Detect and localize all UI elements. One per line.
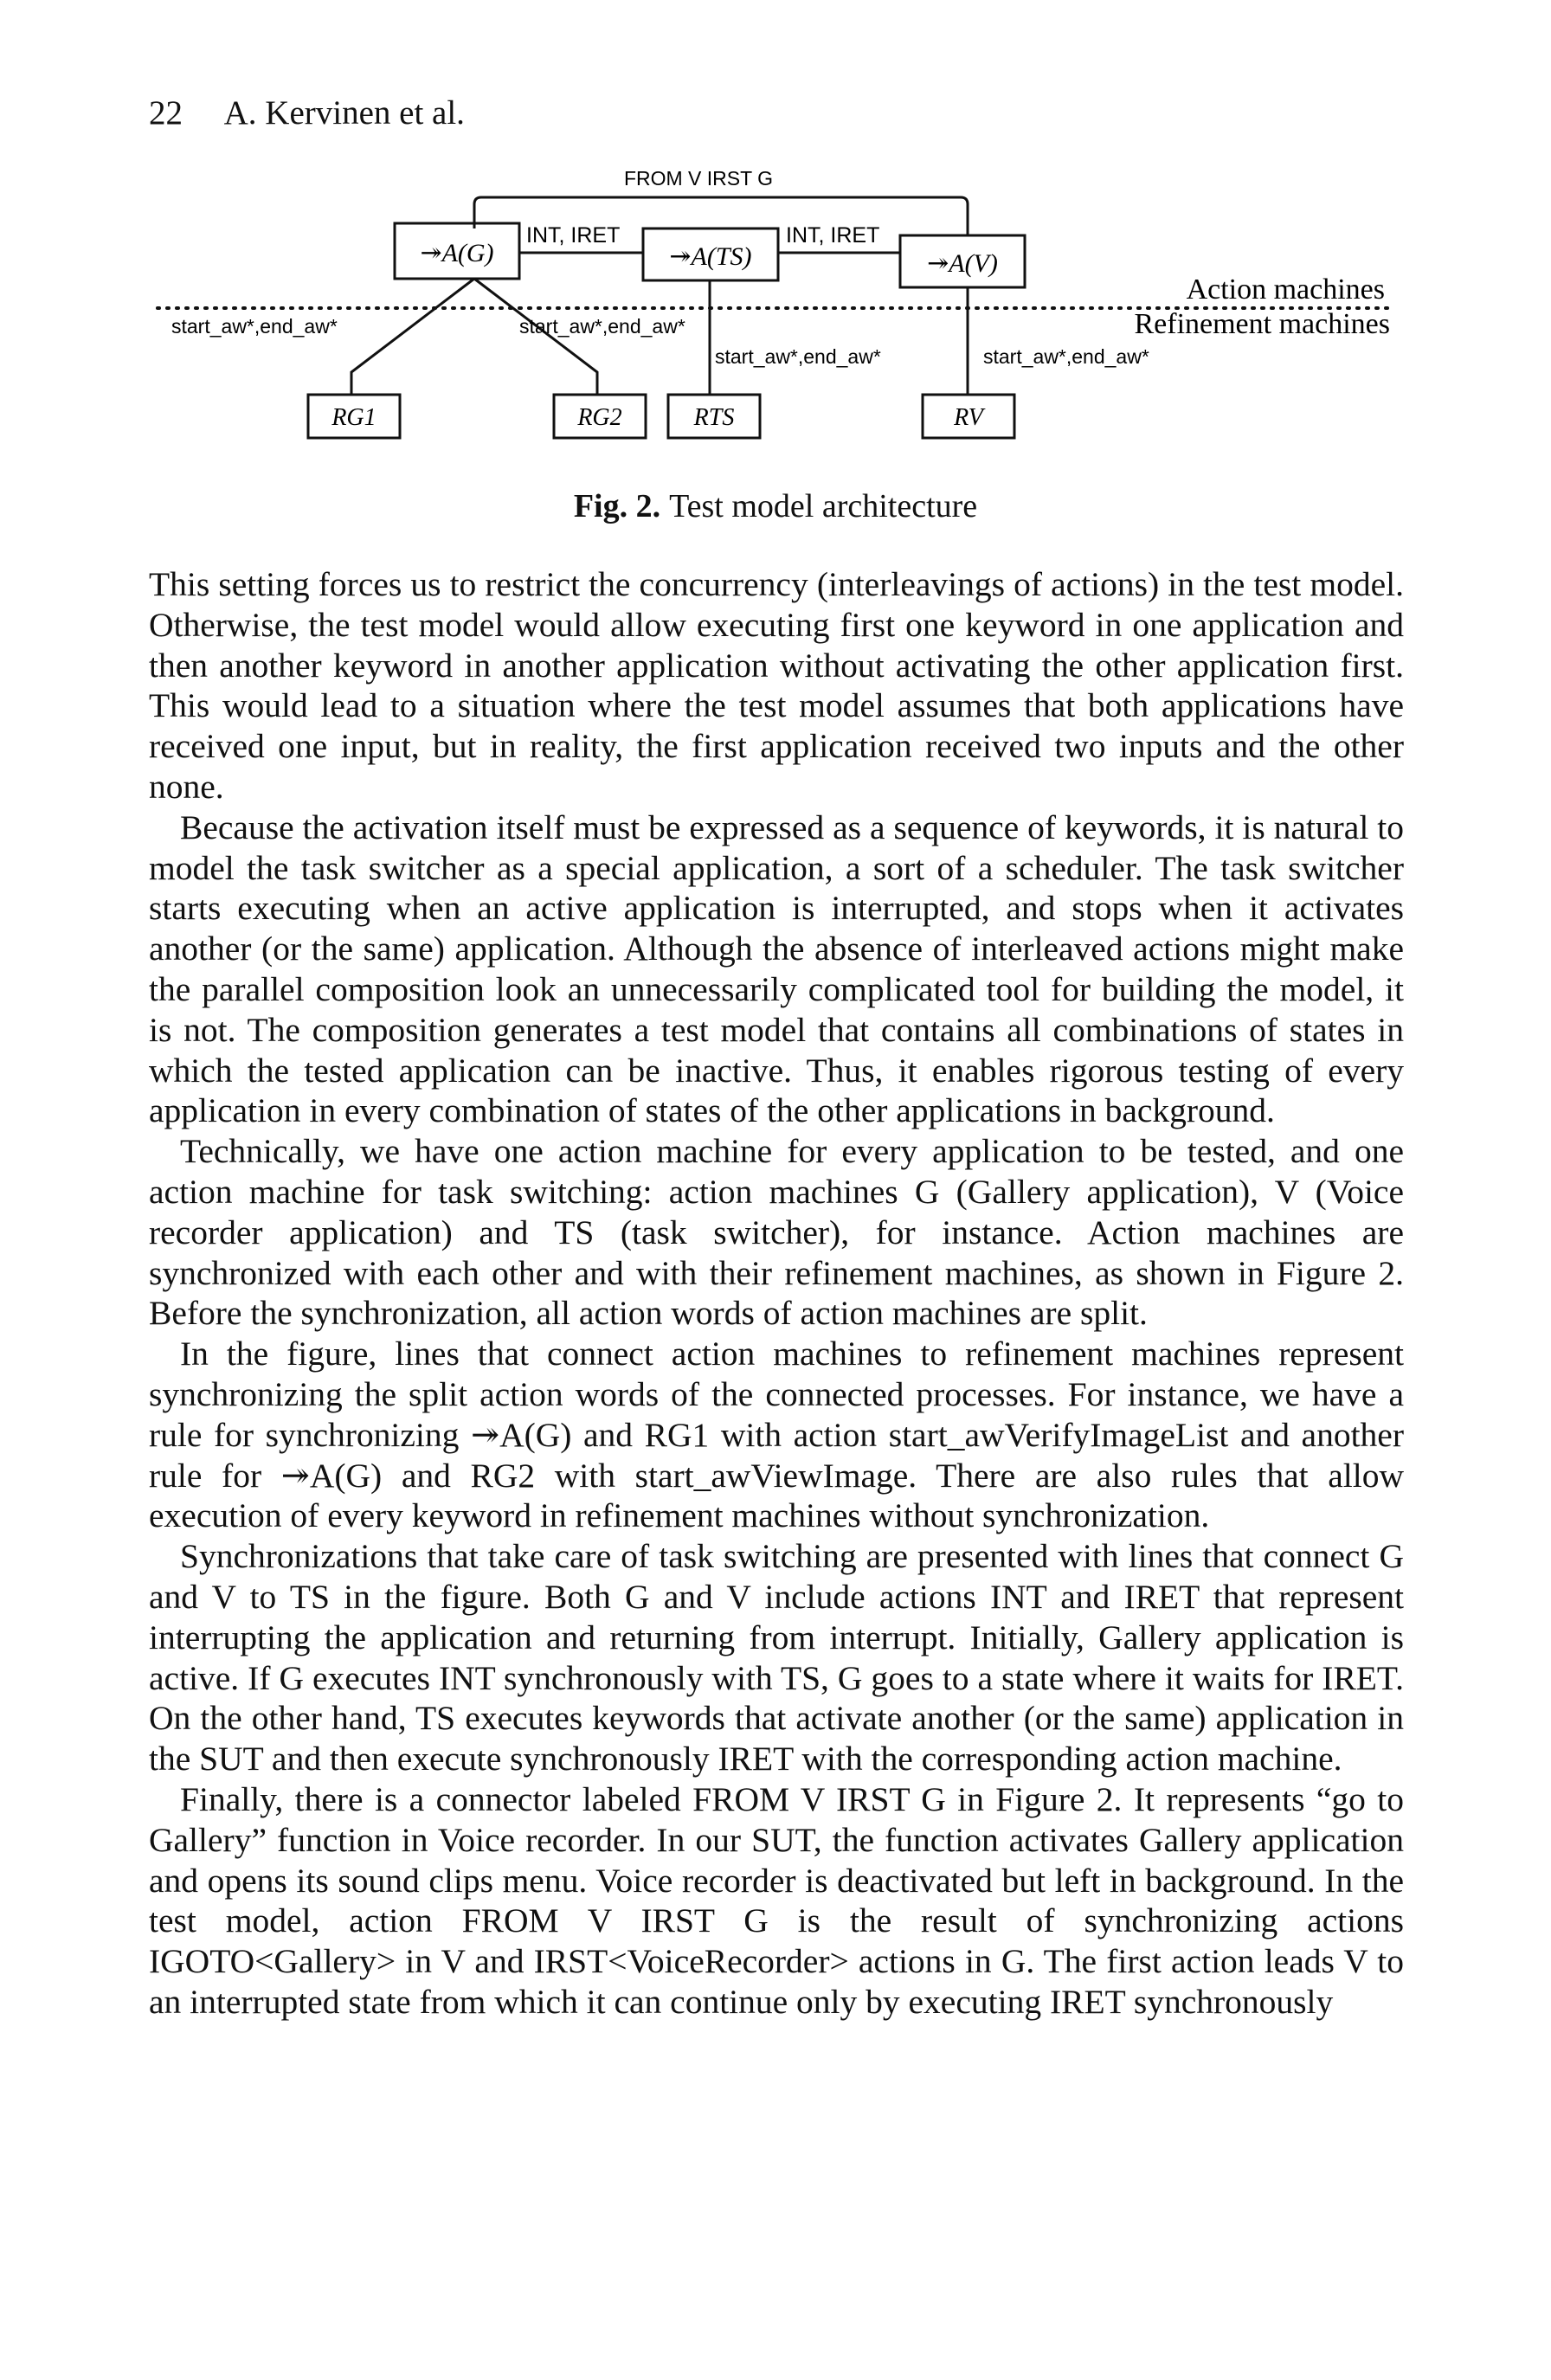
paragraph: Because the activation itself must be expressed as a sequence of keywords, it is natural to model the task switcher as a special application, a sort of a scheduler. The task switcher starts executing when an active application is interrupted, and stops when it activates another (or the same) application. Although the absence of interleaved actions might make the parallel composition look an unnecessarily complicated tool for building the model, it is not. The composition generates a test model that contains all combinations of states in which the tested application can be inactive. Thus, it enables rigorous testing of every application in every combination of states of the other applications in background. [149, 807, 1404, 1130]
sync-label-ts-rts: start_aw*,end_aw* [715, 345, 881, 368]
figure-caption [0, 487, 1551, 525]
paragraph: Finally, there is a connector labeled FROM V IRST G in Figure 2. It represents “go to Gallery” function in Voice recorder. In our SUT, the function activates Gallery application and opens its sound clips menu. Voice recorder is deactivated but left in background. In the test model, action FROM V IRST G is the result of synchronizing actions IGOTO<Gallery> in V and IRST<VoiceRecorder> actions in G. The first action leads V to an interrupted state from which it can continue only by executing IRET synchronously [149, 1779, 1404, 2021]
sync-line-g-rg1 [351, 279, 474, 395]
figure-2 [0, 0, 1551, 571]
caption-number: Fig. 2. [573, 488, 661, 524]
paragraph: Technically, we have one action machine for every application to be tested, and one action machine for task switching: action machines G (Gallery application), V (Voice recorder application) and TS (task switcher), for instance. Action machines are synchronized with each other and with their refinement machines, as shown in Figure 2. Before the synchronization, all action words of action machines are split. [149, 1132, 1404, 1333]
body-text [149, 564, 1404, 2023]
paragraph: In the figure, lines that connect action machines to refinement machines represent synchronizing the split action words of the connected processes. For instance, we have a rule for synchronizing ↠A(G) and RG1 with action start_awVerifyImageList and another rule for ↠A(G) and RG2 with start_awViewImage. There are also rules that allow execution of every keyword in refinement machines without synchronization. [149, 1335, 1404, 1535]
paragraph: This setting forces us to restrict the concurrency (interleavings of actions) in the test model. Otherwise, the test model would allow executing first one keyword in one application and then another keyword in another application without activating the other application first. This would lead to a situation where the test model assumes that both applications have received one input, but in reality, the first application received two inputs and the other none. [149, 565, 1404, 806]
int-iret-label-1: INT, IRET [526, 223, 621, 248]
page-number: 22 [149, 94, 183, 132]
refinement-node-rg1: RG1 [331, 404, 376, 431]
action-node-ts: ↠A(TS) [669, 242, 752, 271]
refinement-node-rg2: RG2 [577, 404, 622, 431]
refinement-node-rts: RTS [693, 404, 735, 431]
refinement-node-rv: RV [954, 404, 983, 431]
architecture-diagram [0, 0, 1551, 519]
sync-label-g-rg1: start_aw*,end_aw* [171, 315, 338, 338]
sync-label-v-rv: start_aw*,end_aw* [983, 345, 1149, 368]
top-connector-label: FROM V IRST G [623, 167, 774, 190]
int-iret-label-2: INT, IRET [786, 223, 880, 248]
paragraph: Synchronizations that take care of task switching are presented with lines that connect G and V to TS in the figure. Both G and V include actions INT and IRET that represent interrupting the application and returning from interrupt. Initially, Gallery application is active. If G executes INT synchronously with TS, G goes to a state where it waits for IRET. On the other hand, TS executes keywords that activate another (or the same) application in the SUT and then execute synchronously IRET with the corresponding action machine. [149, 1537, 1404, 1779]
action-node-v: ↠A(V) [927, 249, 998, 278]
action-machines-label: Action machines [1186, 273, 1385, 306]
running-title: A. Kervinen et al. [223, 94, 465, 132]
caption-text: Test model architecture [669, 488, 978, 524]
action-node-g: ↠A(G) [420, 239, 494, 267]
refinement-machines-label: Refinement machines [1134, 308, 1390, 340]
sync-label-g-rg2: start_aw*,end_aw* [519, 315, 685, 338]
